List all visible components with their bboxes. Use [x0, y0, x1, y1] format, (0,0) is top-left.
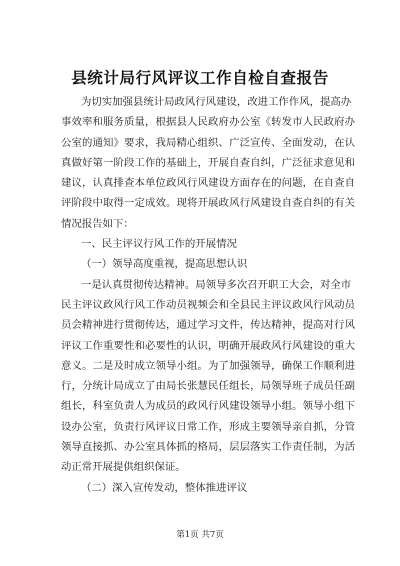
paragraph-line: 员会精神进行贯彻传达，通过学习文件，传达精神，提高对行风	[61, 319, 355, 332]
document-title: 县统计局行风评议工作自检自查报告	[71, 68, 329, 87]
paragraph-line: 建议，认真排查本单位政风行风建设方面存在的问题，在自查自	[61, 177, 355, 190]
paragraph-line: 真做好第一阶段工作的基础上，开展自查自纠，广泛征求意见和	[61, 156, 355, 169]
subsection-heading: （二）深入宣传发动，整体推进评议	[81, 481, 248, 494]
paragraph-line: 评议工作重要性和必要性的认识，明确开展政风行风建设的重大	[61, 339, 355, 352]
paragraph-line: 组长，科室负责人为成员的政风行风建设领导小组。领导小组下	[61, 400, 355, 413]
paragraph-line: 民主评议政风行风工作动员视频会和全县民主评议政风行风动员	[61, 298, 355, 311]
paragraph-line: 情况报告如下：	[61, 217, 134, 230]
paragraph-line: 事效率和服务质量，根据县人民政府办公室《转发市人民政府办	[61, 116, 355, 129]
paragraph-line: 一是认真贯彻传达精神。局领导多次召开职工大会，对全市	[81, 278, 352, 291]
document-body	[61, 92, 355, 498]
paragraph-line: 公室的通知》要求，我局精心组织、广泛宣传、全面发动，在认	[61, 136, 355, 149]
section-heading: 一、民主评议行风工作的开展情况	[81, 238, 237, 251]
paragraph-line: 行，分统计局成立了由局长张慧民任组长，局领导班子成员任副	[61, 380, 355, 393]
paragraph-line: 意义。二是及时成立领导小组。为了加强领导，确保工作顺利进	[61, 359, 355, 372]
paragraph-line: 领导直接抓、办公室具体抓的格局，层层落实工作责任制，为活	[61, 441, 355, 454]
paragraph-line: 为切实加强县统计局政风行风建设，改进工作作风，提高办	[81, 96, 352, 108]
page-number: 第1页 共7页	[176, 530, 224, 540]
paragraph-line: 设办公室，负责行风评议日常工作，形成主要领导亲自抓，分管	[61, 420, 355, 433]
paragraph-line: 动正常开展提供组织保证。	[61, 461, 186, 474]
subsection-heading: （一）领导高度重视，提高思想认识	[81, 258, 248, 271]
paragraph-line: 评阶段中取得一定成效。现将开展政风行风建设自查自纠的有关	[61, 197, 355, 210]
